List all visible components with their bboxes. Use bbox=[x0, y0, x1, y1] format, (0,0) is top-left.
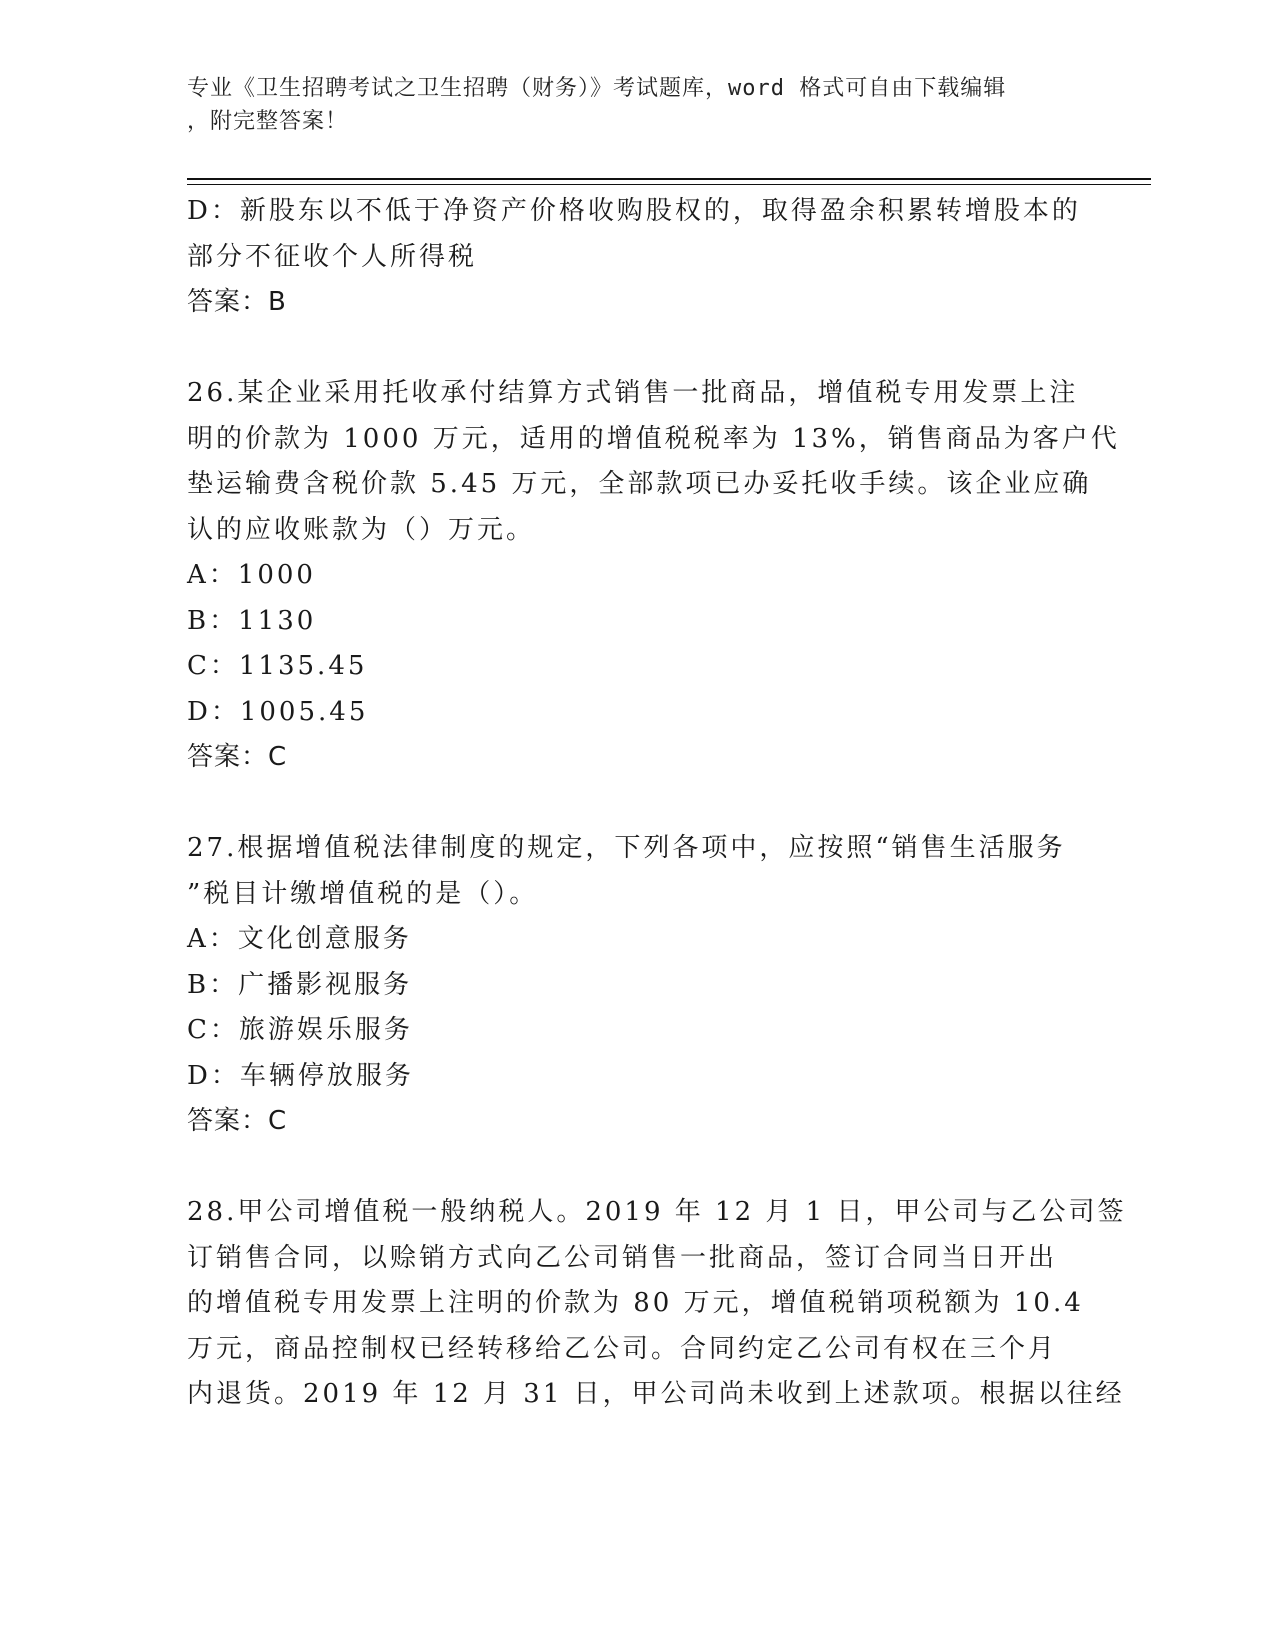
question-stem-line: 的增值税专用发票上注明的价款为 80 万元，增值税销项税额为 10.4 bbox=[187, 1288, 1084, 1318]
option-d-line-2: 部分不征收个人所得税 bbox=[187, 241, 478, 272]
option-d: D：1005.45 bbox=[187, 696, 369, 727]
option-d-line-1: D：新股东以不低于净资产价格收购股权的，取得盈余积累转增股本的 bbox=[187, 196, 1081, 226]
question-block-27 bbox=[187, 826, 1077, 1145]
answer-line: 答案：C bbox=[187, 1106, 288, 1136]
answer-line: 答案：C bbox=[187, 742, 288, 772]
question-block-28 bbox=[187, 1190, 1127, 1418]
block-spacer bbox=[187, 781, 1077, 827]
question-stem-line: 订销售合同，以赊销方式向乙公司销售一批商品，签订合同当日开出 bbox=[187, 1242, 1058, 1273]
question-stem-line: 28.甲公司增值税一般纳税人。2019 年 12 月 1 日，甲公司与乙公司签 bbox=[187, 1197, 1127, 1227]
question-stem-line: ”税目计缴增值税的是（）。 bbox=[187, 878, 539, 909]
option-c: C：1135.45 bbox=[187, 651, 368, 681]
question-stem-line: 26.某企业采用托收承付结算方式销售一批商品，增值税专用发票上注 bbox=[187, 378, 1079, 408]
question-stem-line: 内退货。2019 年 12 月 31 日，甲公司尚未收到上述款项。根据以往经 bbox=[187, 1379, 1125, 1409]
option-d: D：车辆停放服务 bbox=[187, 1060, 414, 1091]
question-stem-line: 认的应收账款为（）万元。 bbox=[187, 514, 536, 545]
question-stem-line: 万元，商品控制权已经转移给乙公司。合同约定乙公司有权在三个月 bbox=[187, 1333, 1058, 1364]
question-block-26 bbox=[187, 371, 1120, 781]
block-spacer bbox=[187, 1145, 1077, 1191]
header-divider-thin bbox=[187, 184, 1151, 185]
option-a: A：文化创意服务 bbox=[187, 924, 412, 954]
option-b: B：1130 bbox=[187, 605, 317, 636]
question-stem-line: 明的价款为 1000 万元，适用的增值税税率为 13%，销售商品为客户代 bbox=[187, 423, 1120, 454]
question-stem-line: 27.根据增值税法律制度的规定，下列各项中，应按照“销售生活服务 bbox=[187, 833, 1066, 863]
page-header bbox=[187, 72, 1067, 138]
question-stem-line: 垫运输费含税价款 5.45 万元，全部款项已办妥托收手续。该企业应确 bbox=[187, 469, 1092, 499]
answer-line: 答案：B bbox=[187, 287, 287, 317]
option-c: C：旅游娱乐服务 bbox=[187, 1015, 413, 1045]
block-spacer bbox=[187, 326, 1077, 372]
option-b: B：广播影视服务 bbox=[187, 969, 413, 1000]
header-title-line-2: ，附完整答案！ bbox=[187, 109, 349, 134]
header-divider-thick bbox=[187, 178, 1151, 180]
header-title-line-1: 专业《卫生招聘考试之卫生招聘（财务）》考试题库，word 格式可自由下载编辑 bbox=[187, 76, 1007, 101]
question-block-25 bbox=[187, 189, 1081, 326]
document-body bbox=[187, 189, 1127, 1418]
option-a: A：1000 bbox=[187, 560, 316, 590]
